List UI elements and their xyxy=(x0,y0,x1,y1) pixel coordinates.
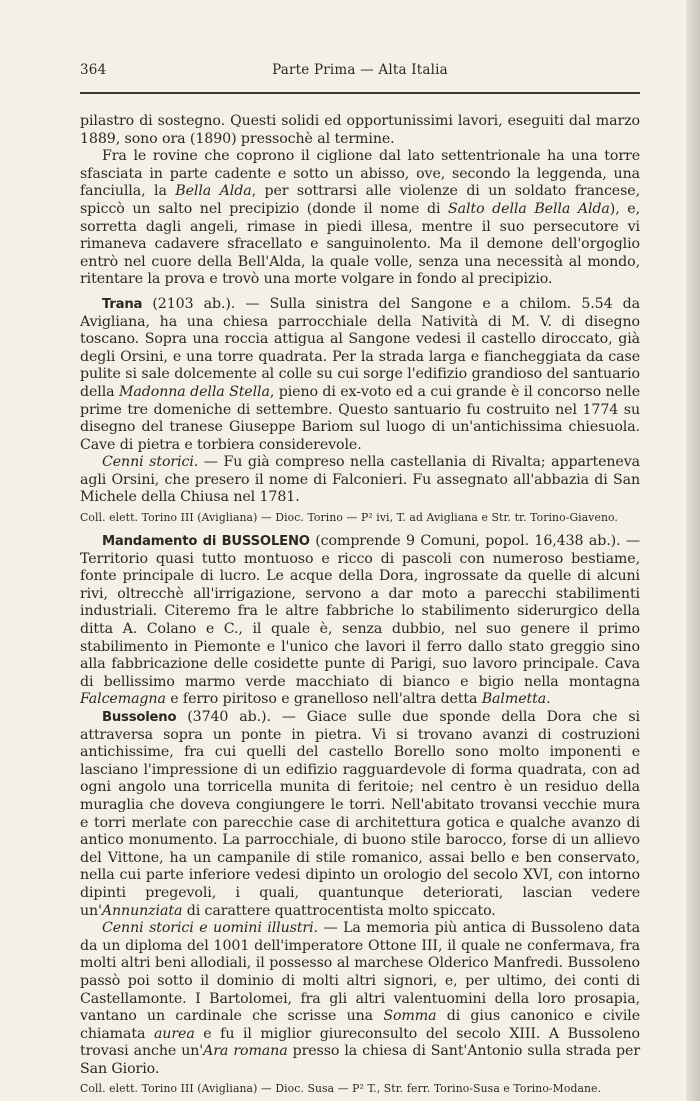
place-heading-mandamento: Mandamento di BUSSOLENO xyxy=(102,534,310,550)
footnote-bussoleno: Coll. elett. Torino III (Avigliana) — Dioc. Susa — P² T., Str. ferr. Torino-Susa e Torino-Modane. xyxy=(80,1082,602,1096)
place-heading-trana: Trana xyxy=(102,296,143,312)
place-heading-bussoleno: Bussoleno xyxy=(102,710,177,725)
italic-term: Madonna della Stella xyxy=(118,383,270,400)
italic-term: Salto della Bella Alda xyxy=(448,200,610,217)
text-run: pilastro di sostegno. Questi solidi ed opportunissimi lavori, eseguiti dal marzo 1889, sono ora (1890) pressochè al termine. xyxy=(80,113,640,147)
italic-term: Ara romana xyxy=(203,1043,288,1060)
text-run: , pieno di ex-voto ed a cui grande è il concorso nelle prime tre domeniche di settembre. Questo santuario fu costruito nel 1774 su disegno del tranese Giuseppe Bariom sul luogo di un'antichissima chiesuola. Cave di pietra e torbiera considerevole. xyxy=(80,383,640,453)
cenni-storici-label: Cenni storici e uomini illustri. xyxy=(102,920,318,937)
cenni-storici-label: Cenni storici. xyxy=(102,454,199,471)
paragraph-trana-cenni xyxy=(80,454,640,507)
text-run: (3740 ab.). — Giace sulle due sponde della Dora che si attraversa sopra un ponte in pietra. Vi si trovano avanzi di costruzioni antichissime, fra cui quelli del castello Borello sono molto imponenti e lasciano l'impressione di un edifizio ragguardevole di forma quadrata, con ad ogni angolo una torricella munita di feritoie; nel centro è un residuo della muraglia che doveva congiungere le torri. Nell'abitato trovansi vecchie mura e torri merlate con parecchie case di architettura gotica e qualche avanzo di antico monumento. La parrocchiale, di buono stile barocco, forse di un allievo del Vittone, ha un campanile di stile romanico, assai bello e ben conservato, nella cui parte inferiore vedesi dipinto un orologio del secolo XVI, con intorno dipinti pregevoli, i quali, quantunque deteriorati, lascian vedere un' xyxy=(80,709,640,919)
italic-term: Somma xyxy=(383,1008,437,1025)
page-body xyxy=(80,113,640,1097)
italic-term: Falcemagna xyxy=(80,691,166,708)
text-run: (comprende 9 Comuni, popol. 16,438 ab.). — Territorio quasi tutto montuoso e ricco di pascoli con numeroso bestiame, fonte principale di lucro. Le acque della Dora, ingrossate da quelle di alcuni rivi, oltrecchè all'irrigazione, servono a dar moto a parecchi stabilimenti industriali. Citeremo fra le altre fabbriche lo stabilimento siderurgico della ditta A. Colano e C., il quale è, senza dubbio, nel suo genere il primo stabilimento in Piemonte e l'unico che lavori il ferro dallo stato greggio sino alla fabbricazione delle cosidette punte di Parigi, suo lavoro principale. Cava di bellissimo marmo verde macchiato di bianco e bigio nella montagna xyxy=(80,533,640,690)
text-run: di gius canonico e civile chiamata xyxy=(80,1008,641,1042)
footnote-trana: Coll. elett. Torino III (Avigliana) — Dioc. Torino — P² ivi, T. ad Avigliana e Str. tr. Torino-Giaveno. xyxy=(80,511,618,525)
text-run: ), e, sorretta dagli angeli, rimase in piedi illesa, mentre il suo persecutore vi rimaneva cadavere sfracellato e sanguinolento. Ma il demone dell'orgoglio entrò nel cuore della Bell'Alda, la quale volle, senza una necessità al mondo, ritentare la prova e trovò una morte volgare in fondo al precipizio. xyxy=(80,200,640,288)
page-header xyxy=(80,62,640,82)
text-run: di carattere quattrocentista molto spiccato. xyxy=(182,902,496,919)
paragraph-bussoleno-cenni xyxy=(80,920,640,1078)
italic-term: Bella Alda xyxy=(175,183,252,200)
running-title: Parte Prima — Alta Italia xyxy=(272,62,448,78)
paragraph-bussoleno xyxy=(80,709,640,920)
paragraph-sostegno xyxy=(80,113,640,148)
italic-term: Annunziata xyxy=(101,902,183,919)
text-run: e fu il miglior giureconsulto del secolo XIII. A Bussoleno trovasi anche un' xyxy=(80,1025,641,1060)
text-run: presso la chiesa di Sant'Antonio sulla strada per San Giorio. xyxy=(80,1043,640,1077)
paragraph-mandamento xyxy=(80,533,640,709)
text-run: Fra le rovine che coprono il ciglione dal lato settentrionale ha una torre sfasciata in parte cadente e sotto un abisso, ove, secondo la leggenda, una fanciulla, la xyxy=(80,148,640,200)
text-run: — La memoria più antica di Bussoleno data da un diploma del 1001 dell'imperatore Ottone III, il quale ne confermava, fra molti altri beni allodiali, il possesso al marchese Olderico Manfredi. Bussoleno passò poi sotto il dominio di molti altri signori, e, per ultimo, dei conti di Castellamonte. I Bartolomei, fra gli altri valentuomini della loro prosapia, vantano un cardinale che scrisse una xyxy=(80,920,640,1025)
page-edge xyxy=(686,0,700,1101)
text-run: (2103 ab.). — Sulla sinistra del Sangone e a chilom. 5.54 da Avigliana, ha una chiesa parrocchiale della Natività di M. V. di disegno toscano. Sopra una roccia attigua al Sangone vedesi il castello diroccato, già degli Orsini, e una torre quadrata. Per la strada larga e fiancheggiata da case pulite si sale dolcemente al colle su cui sorge l'edifizio grandioso del santuario della xyxy=(80,295,640,400)
italic-term: Balmetta. xyxy=(481,691,551,708)
header-rule xyxy=(80,92,640,94)
paragraph-bella-alda xyxy=(80,148,640,289)
text-run: — Fu già compreso nella castellania di Rivalta; apparteneva agli Orsini, che presero il nome di Falconieri. Fu assegnato all'abbazia di San Michele della Chiusa nel 1781. xyxy=(80,454,640,506)
text-run: , per sottrarsi alle violenze di un soldato francese, spiccò un salto nel precipizio (donde il nome di xyxy=(80,183,640,217)
paragraph-trana xyxy=(80,296,640,454)
text-run: e ferro piritoso e granelloso nell'altra detta xyxy=(165,691,482,708)
page-number: 364 xyxy=(80,62,107,78)
italic-term: aurea xyxy=(153,1025,195,1042)
